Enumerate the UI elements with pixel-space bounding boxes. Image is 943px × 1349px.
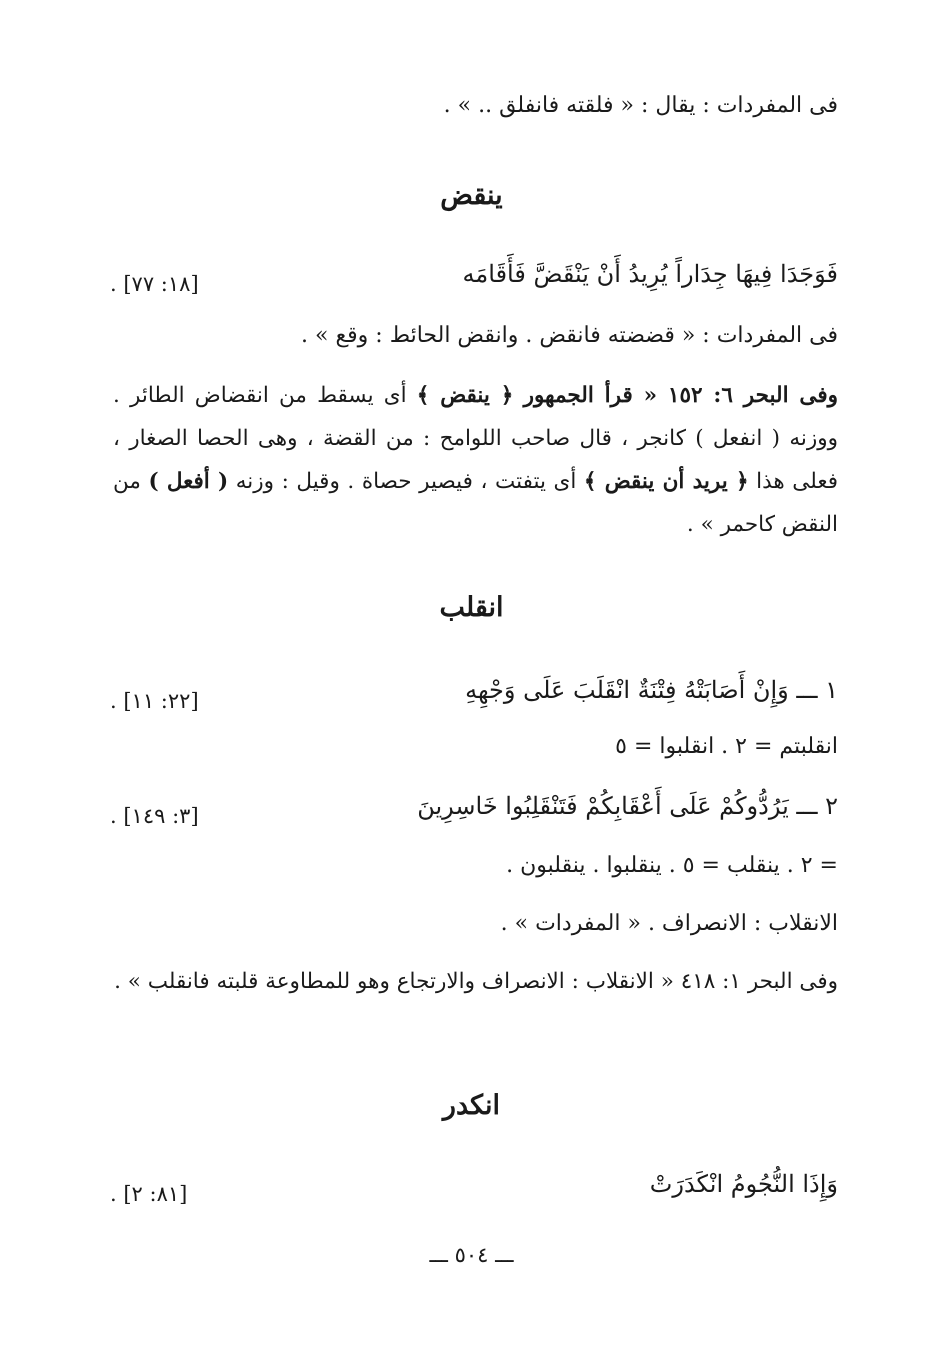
verse-ref-inqalab-1: . [٢٢: ١١] <box>110 689 199 713</box>
bahr-p3: أى يسقط من انقضاض الطائر . ووزنه ( انفعل ) كانجر ، قال صاحب اللوامح : من القضة ، وهى الحصا الصغار ، فعلى هذا <box>113 383 838 494</box>
verse-ref-inqalab-2: . [٣: ١٤٩] <box>110 804 199 828</box>
heading-yanqad: ينقض <box>440 180 503 211</box>
top-line: فى المفردات : يقال : « فلقته فانفلق .. » . <box>443 93 838 118</box>
def-inqalab: الانقلاب : الانصراف . « المفردات » . <box>500 911 838 936</box>
verse-inkadar: وَإِذَا النُّجُومُ انْكَدَرَتْ <box>649 1170 838 1198</box>
verse-inqalab-2: ٢ ـــ يَرُدُّوكُمْ عَلَى أَعْقَابِكُمْ فَتَنْقَلِبُوا خَاسِرِينَ <box>417 792 838 820</box>
heading-inqalab: انقلب <box>439 592 504 623</box>
bahr-paragraph-inqalab: وفى البحر ١: ٤١٨ « الانقلاب : الانصراف والارتجاع وهو للمطاوعة قلبته فانقلب » . <box>114 969 838 994</box>
bahr-paragraph-yanqad <box>113 374 838 546</box>
bahr-p7: من النقض كاحمر » . <box>113 469 838 537</box>
note-inqalab-2: = ٢ . ينقلب = ٥ . ينقلبوا . ينقلبون . <box>506 853 838 878</box>
bahr-p4: ﴿ يريد أن ينقض ﴾ <box>583 469 749 494</box>
bahr-p2: ﴿ ينقض ﴾ <box>416 383 514 408</box>
heading-inkadar: انكدر <box>442 1090 501 1121</box>
verse-ref-inkadar: . [٨١: ٢] <box>110 1182 188 1206</box>
page-number: ـــ ٥٠٤ ـــ <box>429 1243 514 1267</box>
verse-ref-yanqad: . [١٨: ٧٧] <box>110 272 199 296</box>
note-inqalab-1: انقلبتم = ٢ . انقلبوا = ٥ <box>615 734 838 759</box>
bahr-p1: وفى البحر ٦: ١٥٢ « قرأ الجمهور <box>523 383 838 408</box>
bahr-p5: أى يتفتت ، فيصير حصاة . وقيل : وزنه <box>235 469 577 494</box>
verse-yanqad: فَوَجَدَا فِيهَا جِدَاراً يُرِيدُ أَنْ يَنْقَضَّ فَأَقَامَه <box>462 260 838 288</box>
mufradat-yanqad: فى المفردات : « قضضته فانقض . وانقض الحائط : وقع » . <box>301 323 838 348</box>
verse-inqalab-1: ١ ـــ وَإِنْ أَصَابَتْهُ فِتْنَةٌ انْقَلَبَ عَلَى وَجْهِهِ <box>465 676 838 704</box>
bahr-p6: ( أفعل ) <box>148 469 229 494</box>
